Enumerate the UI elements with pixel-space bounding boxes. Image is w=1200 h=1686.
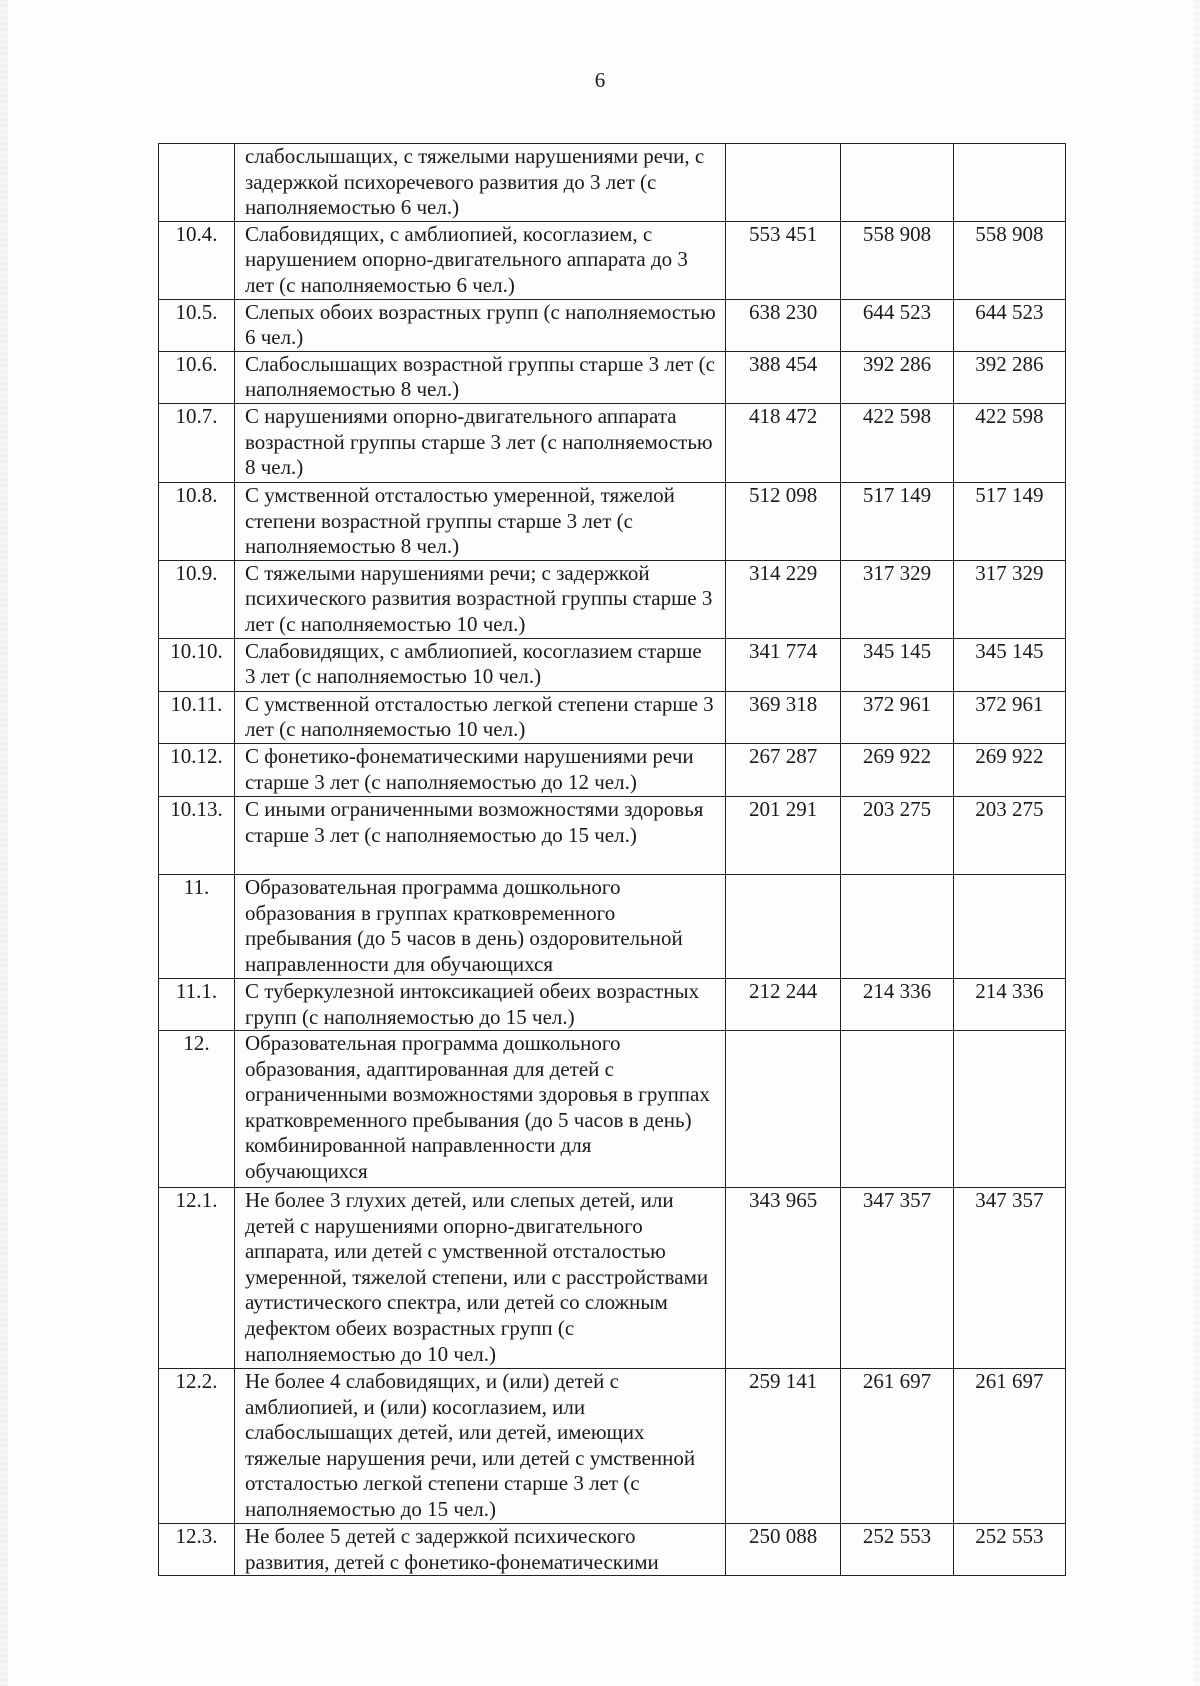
row-description: Образовательная программа дошкольного образования, адаптированная для детей с ограниченными возможностями здоровья в группах кратковременного пребывания (до 5 часов в день) комбинированной направленности для обучающихся xyxy=(234,1031,725,1188)
row-description: Не более 3 глухих детей, или слепых детей, или детей с нарушениями опорно-двигательного аппарата, или детей с умственной отсталостью умеренной, тяжелой степени, или с расстройствами аутистического спектра, или детей со сложным дефектом обеих возрастных групп (с наполняемостью до 10 чел.) xyxy=(234,1188,725,1369)
table-row xyxy=(159,299,1066,351)
value-col-2: 644 523 xyxy=(841,299,953,351)
row-description: С фонетико-фонематическими нарушениями речи старше 3 лет (с наполняемостью до 12 чел.) xyxy=(234,743,725,796)
scan-edge-right xyxy=(1194,0,1200,1686)
value-col-2: 345 145 xyxy=(841,638,953,691)
value-col-2: 347 357 xyxy=(841,1188,953,1369)
row-description: Слепых обоих возрастных групп (с наполняемостью 6 чел.) xyxy=(234,299,725,351)
row-number: 12.2. xyxy=(159,1369,235,1524)
value-col-3: 347 357 xyxy=(953,1188,1065,1369)
value-col-2: 558 908 xyxy=(841,221,953,299)
value-col-3 xyxy=(953,144,1065,222)
value-col-1 xyxy=(725,1031,841,1188)
row-description: С умственной отсталостью умеренной, тяжелой степени возрастной группы старше 3 лет (с наполняемостью 8 чел.) xyxy=(234,482,725,560)
table-row xyxy=(159,1524,1066,1576)
row-number: 12.3. xyxy=(159,1524,235,1576)
value-col-3: 345 145 xyxy=(953,638,1065,691)
row-number: 10.5. xyxy=(159,299,235,351)
table-row xyxy=(159,1369,1066,1524)
table-row xyxy=(159,691,1066,743)
row-description: Не более 4 слабовидящих, и (или) детей с амблиопией, и (или) косоглазием, или слабослышащих детей, или детей, имеющих тяжелые нарушения речи, или детей с умственной отсталостью легкой степени старше 3 лет (с наполняемостью до 15 чел.) xyxy=(234,1369,725,1524)
value-col-3: 422 598 xyxy=(953,403,1065,482)
value-col-1: 341 774 xyxy=(725,638,841,691)
row-description: С иными ограниченными возможностями здоровья старше 3 лет (с наполняемостью до 15 чел.) xyxy=(234,796,725,874)
table-row xyxy=(159,351,1066,403)
value-col-3 xyxy=(953,874,1065,978)
row-description: Слабовидящих, с амблиопией, косоглазием старше 3 лет (с наполняемостью 10 чел.) xyxy=(234,638,725,691)
value-col-3: 203 275 xyxy=(953,796,1065,874)
value-col-2: 261 697 xyxy=(841,1369,953,1524)
value-col-2: 372 961 xyxy=(841,691,953,743)
value-col-1: 267 287 xyxy=(725,743,841,796)
row-number: 10.4. xyxy=(159,221,235,299)
value-col-3: 261 697 xyxy=(953,1369,1065,1524)
row-number: 10.11. xyxy=(159,691,235,743)
row-number: 10.8. xyxy=(159,482,235,560)
table-row xyxy=(159,1031,1066,1188)
table-row xyxy=(159,560,1066,638)
value-col-2: 517 149 xyxy=(841,482,953,560)
table-row xyxy=(159,144,1066,222)
row-number: 10.9. xyxy=(159,560,235,638)
row-number: 12. xyxy=(159,1031,235,1188)
table-row xyxy=(159,482,1066,560)
table-row xyxy=(159,403,1066,482)
row-description: С нарушениями опорно-двигательного аппарата возрастной группы старше 3 лет (с наполняемостью 8 чел.) xyxy=(234,403,725,482)
row-description: Не более 5 детей с задержкой психического развития, детей с фонетико-фонематическими xyxy=(234,1524,725,1576)
value-col-1: 314 229 xyxy=(725,560,841,638)
value-col-2 xyxy=(841,1031,953,1188)
table-row xyxy=(159,638,1066,691)
value-col-3: 214 336 xyxy=(953,978,1065,1030)
table-row xyxy=(159,1188,1066,1369)
row-number: 11.1. xyxy=(159,978,235,1030)
value-col-3: 252 553 xyxy=(953,1524,1065,1576)
row-description: С тяжелыми нарушениями речи; с задержкой психического развития возрастной группы старше 3 лет (с наполняемостью 10 чел.) xyxy=(234,560,725,638)
value-col-1: 638 230 xyxy=(725,299,841,351)
value-col-2: 252 553 xyxy=(841,1524,953,1576)
row-description: Слабослышащих возрастной группы старше 3 лет (с наполняемостью 8 чел.) xyxy=(234,351,725,403)
value-col-1: 201 291 xyxy=(725,796,841,874)
table-row xyxy=(159,743,1066,796)
value-col-3: 317 329 xyxy=(953,560,1065,638)
value-col-2: 422 598 xyxy=(841,403,953,482)
value-col-1: 418 472 xyxy=(725,403,841,482)
table-row xyxy=(159,221,1066,299)
table-row xyxy=(159,978,1066,1030)
value-col-3: 372 961 xyxy=(953,691,1065,743)
value-col-1 xyxy=(725,874,841,978)
value-col-1: 388 454 xyxy=(725,351,841,403)
value-col-2: 203 275 xyxy=(841,796,953,874)
row-number: 10.7. xyxy=(159,403,235,482)
value-col-1: 259 141 xyxy=(725,1369,841,1524)
page-number: 6 xyxy=(594,68,606,92)
row-description: Образовательная программа дошкольного образования в группах кратковременного пребывания (до 5 часов в день) оздоровительной направленности для обучающихся xyxy=(234,874,725,978)
value-col-3 xyxy=(953,1031,1065,1188)
tariff-table xyxy=(158,143,1066,1576)
row-number: 10.12. xyxy=(159,743,235,796)
value-col-1: 369 318 xyxy=(725,691,841,743)
row-description: слабослышащих, с тяжелыми нарушениями речи, с задержкой психоречевого развития до 3 лет (с наполняемостью 6 чел.) xyxy=(234,144,725,222)
row-number xyxy=(159,144,235,222)
row-description: С туберкулезной интоксикацией обеих возрастных групп (с наполняемостью до 15 чел.) xyxy=(234,978,725,1030)
value-col-3: 517 149 xyxy=(953,482,1065,560)
value-col-1: 553 451 xyxy=(725,221,841,299)
value-col-2: 317 329 xyxy=(841,560,953,638)
value-col-1: 512 098 xyxy=(725,482,841,560)
value-col-3: 392 286 xyxy=(953,351,1065,403)
row-number: 10.10. xyxy=(159,638,235,691)
table-row xyxy=(159,874,1066,978)
value-col-2: 269 922 xyxy=(841,743,953,796)
row-description: С умственной отсталостью легкой степени старше 3 лет (с наполняемостью 10 чел.) xyxy=(234,691,725,743)
value-col-2 xyxy=(841,144,953,222)
value-col-3: 644 523 xyxy=(953,299,1065,351)
row-number: 12.1. xyxy=(159,1188,235,1369)
value-col-1: 343 965 xyxy=(725,1188,841,1369)
value-col-3: 558 908 xyxy=(953,221,1065,299)
row-number: 11. xyxy=(159,874,235,978)
value-col-2: 214 336 xyxy=(841,978,953,1030)
value-col-2 xyxy=(841,874,953,978)
table-row xyxy=(159,796,1066,874)
value-col-1: 250 088 xyxy=(725,1524,841,1576)
value-col-1 xyxy=(725,144,841,222)
row-number: 10.6. xyxy=(159,351,235,403)
value-col-2: 392 286 xyxy=(841,351,953,403)
scan-edge-left xyxy=(0,0,8,1686)
row-description: Слабовидящих, с амблиопией, косоглазием, с нарушением опорно-двигательного аппарата до 3 лет (с наполняемостью 6 чел.) xyxy=(234,221,725,299)
row-number: 10.13. xyxy=(159,796,235,874)
value-col-3: 269 922 xyxy=(953,743,1065,796)
value-col-1: 212 244 xyxy=(725,978,841,1030)
